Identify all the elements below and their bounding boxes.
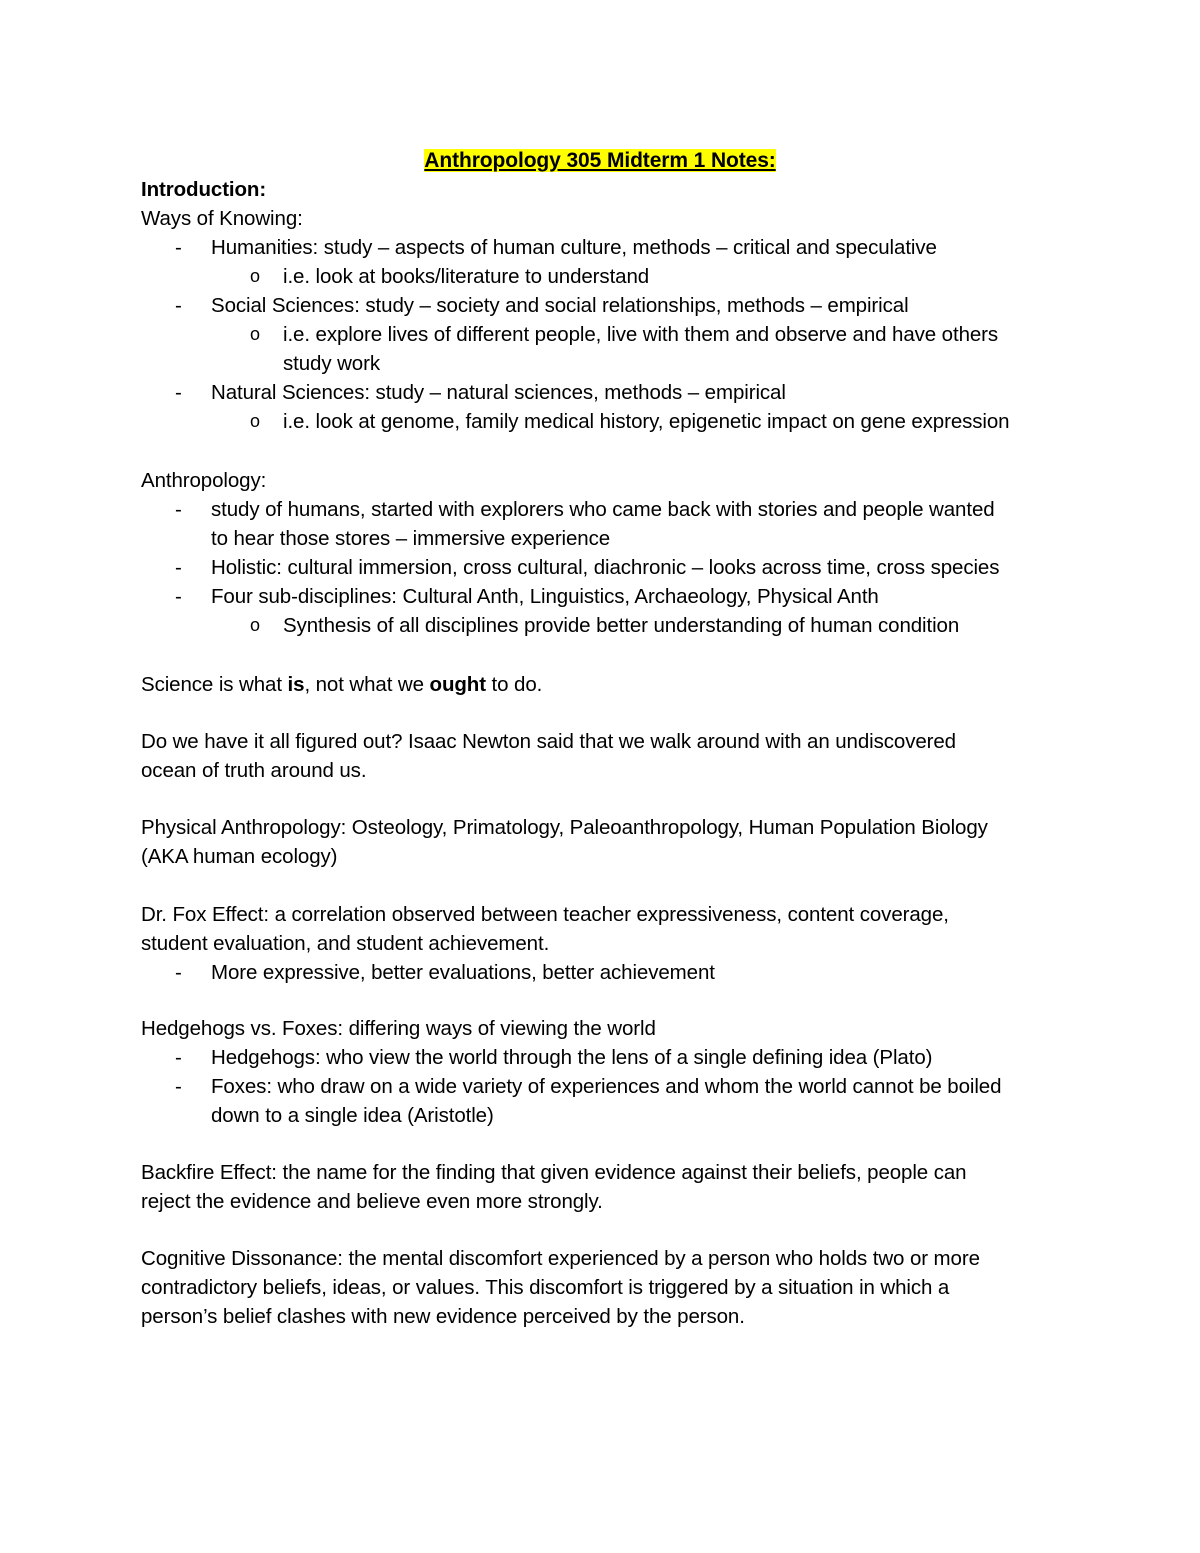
- anthropology-item3-subitem: Synthesis of all disciplines provide better understanding of human condition: [283, 614, 960, 637]
- bullet-circle: o: [250, 615, 261, 635]
- science-is-emphasis: is: [287, 673, 305, 696]
- bullet-dash: -: [175, 1075, 182, 1098]
- bullet-dash: -: [175, 1046, 182, 1069]
- science-ought-emphasis: ought: [429, 673, 486, 696]
- anthropology-item2: Holistic: cultural immersion, cross cultural, diachronic – looks across time, cross species: [211, 556, 1000, 579]
- introduction-heading: Introduction:: [141, 178, 267, 201]
- anthropology-item1-line1: study of humans, started with explorers who came back with stories and people wanted: [211, 498, 995, 521]
- hedgehogs-heading: Hedgehogs vs. Foxes: differing ways of viewing the world: [141, 1017, 656, 1040]
- humanities-subitem: i.e. look at books/literature to understand: [283, 265, 650, 288]
- anthropology-item1-line2: to hear those stores – immersive experience: [211, 527, 611, 550]
- bullet-circle: o: [250, 266, 261, 286]
- science-text-3: to do.: [485, 673, 543, 696]
- newton-line1: Do we have it all figured out? Isaac Newton said that we walk around with an undiscovered: [141, 730, 956, 753]
- fox-effect-line1: Dr. Fox Effect: a correlation observed between teacher expressiveness, content coverage,: [141, 903, 949, 926]
- science-statement: [141, 670, 542, 699]
- social-sciences-item: Social Sciences: study – society and social relationships, methods – empirical: [211, 294, 909, 317]
- bullet-dash: -: [175, 498, 182, 521]
- bullet-circle: o: [250, 324, 261, 344]
- anthropology-item3: Four sub-disciplines: Cultural Anth, Linguistics, Archaeology, Physical Anth: [211, 585, 879, 608]
- bullet-dash: -: [175, 585, 182, 608]
- newton-line2: ocean of truth around us.: [141, 759, 367, 782]
- backfire-line2: reject the evidence and believe even more strongly.: [141, 1190, 603, 1213]
- bullet-dash: -: [175, 236, 182, 259]
- natural-sciences-subitem: i.e. look at genome, family medical history, epigenetic impact on gene expression: [283, 410, 1010, 433]
- humanities-item: Humanities: study – aspects of human culture, methods – critical and speculative: [211, 236, 937, 259]
- science-text-2: , not what we: [304, 673, 430, 696]
- bullet-dash: -: [175, 961, 182, 984]
- ways-of-knowing-heading: Ways of Knowing:: [141, 207, 303, 230]
- backfire-line1: Backfire Effect: the name for the finding that given evidence against their beliefs, people can: [141, 1161, 967, 1184]
- physical-anthropology-line1: Physical Anthropology: Osteology, Primatology, Paleoanthropology, Human Population Biology: [141, 816, 988, 839]
- fox-effect-line2: student evaluation, and student achievement.: [141, 932, 550, 955]
- social-sciences-subitem-line2: study work: [283, 352, 380, 375]
- social-sciences-subitem-line1: i.e. explore lives of different people, live with them and observe and have others: [283, 323, 999, 346]
- anthropology-heading: Anthropology:: [141, 469, 267, 492]
- dissonance-line3: person’s belief clashes with new evidence perceived by the person.: [141, 1305, 745, 1328]
- bullet-dash: -: [175, 556, 182, 579]
- bullet-circle: o: [250, 411, 261, 431]
- dissonance-line2: contradictory beliefs, ideas, or values. This discomfort is triggered by a situation in which a: [141, 1276, 950, 1299]
- page-title: [0, 146, 1200, 175]
- fox-effect-item: More expressive, better evaluations, better achievement: [211, 961, 715, 984]
- physical-anthropology-line2: (AKA human ecology): [141, 845, 338, 868]
- dissonance-line1: Cognitive Dissonance: the mental discomfort experienced by a person who holds two or more: [141, 1247, 980, 1270]
- natural-sciences-item: Natural Sciences: study – natural sciences, methods – empirical: [211, 381, 786, 404]
- foxes-item-line1: Foxes: who draw on a wide variety of experiences and whom the world cannot be boiled: [211, 1075, 1002, 1098]
- title-highlight: Anthropology 305 Midterm 1 Notes:: [424, 149, 776, 172]
- bullet-dash: -: [175, 381, 182, 404]
- science-text-1: Science is what: [141, 673, 288, 696]
- bullet-dash: -: [175, 294, 182, 317]
- hedgehogs-item: Hedgehogs: who view the world through the lens of a single defining idea (Plato): [211, 1046, 933, 1069]
- foxes-item-line2: down to a single idea (Aristotle): [211, 1104, 494, 1127]
